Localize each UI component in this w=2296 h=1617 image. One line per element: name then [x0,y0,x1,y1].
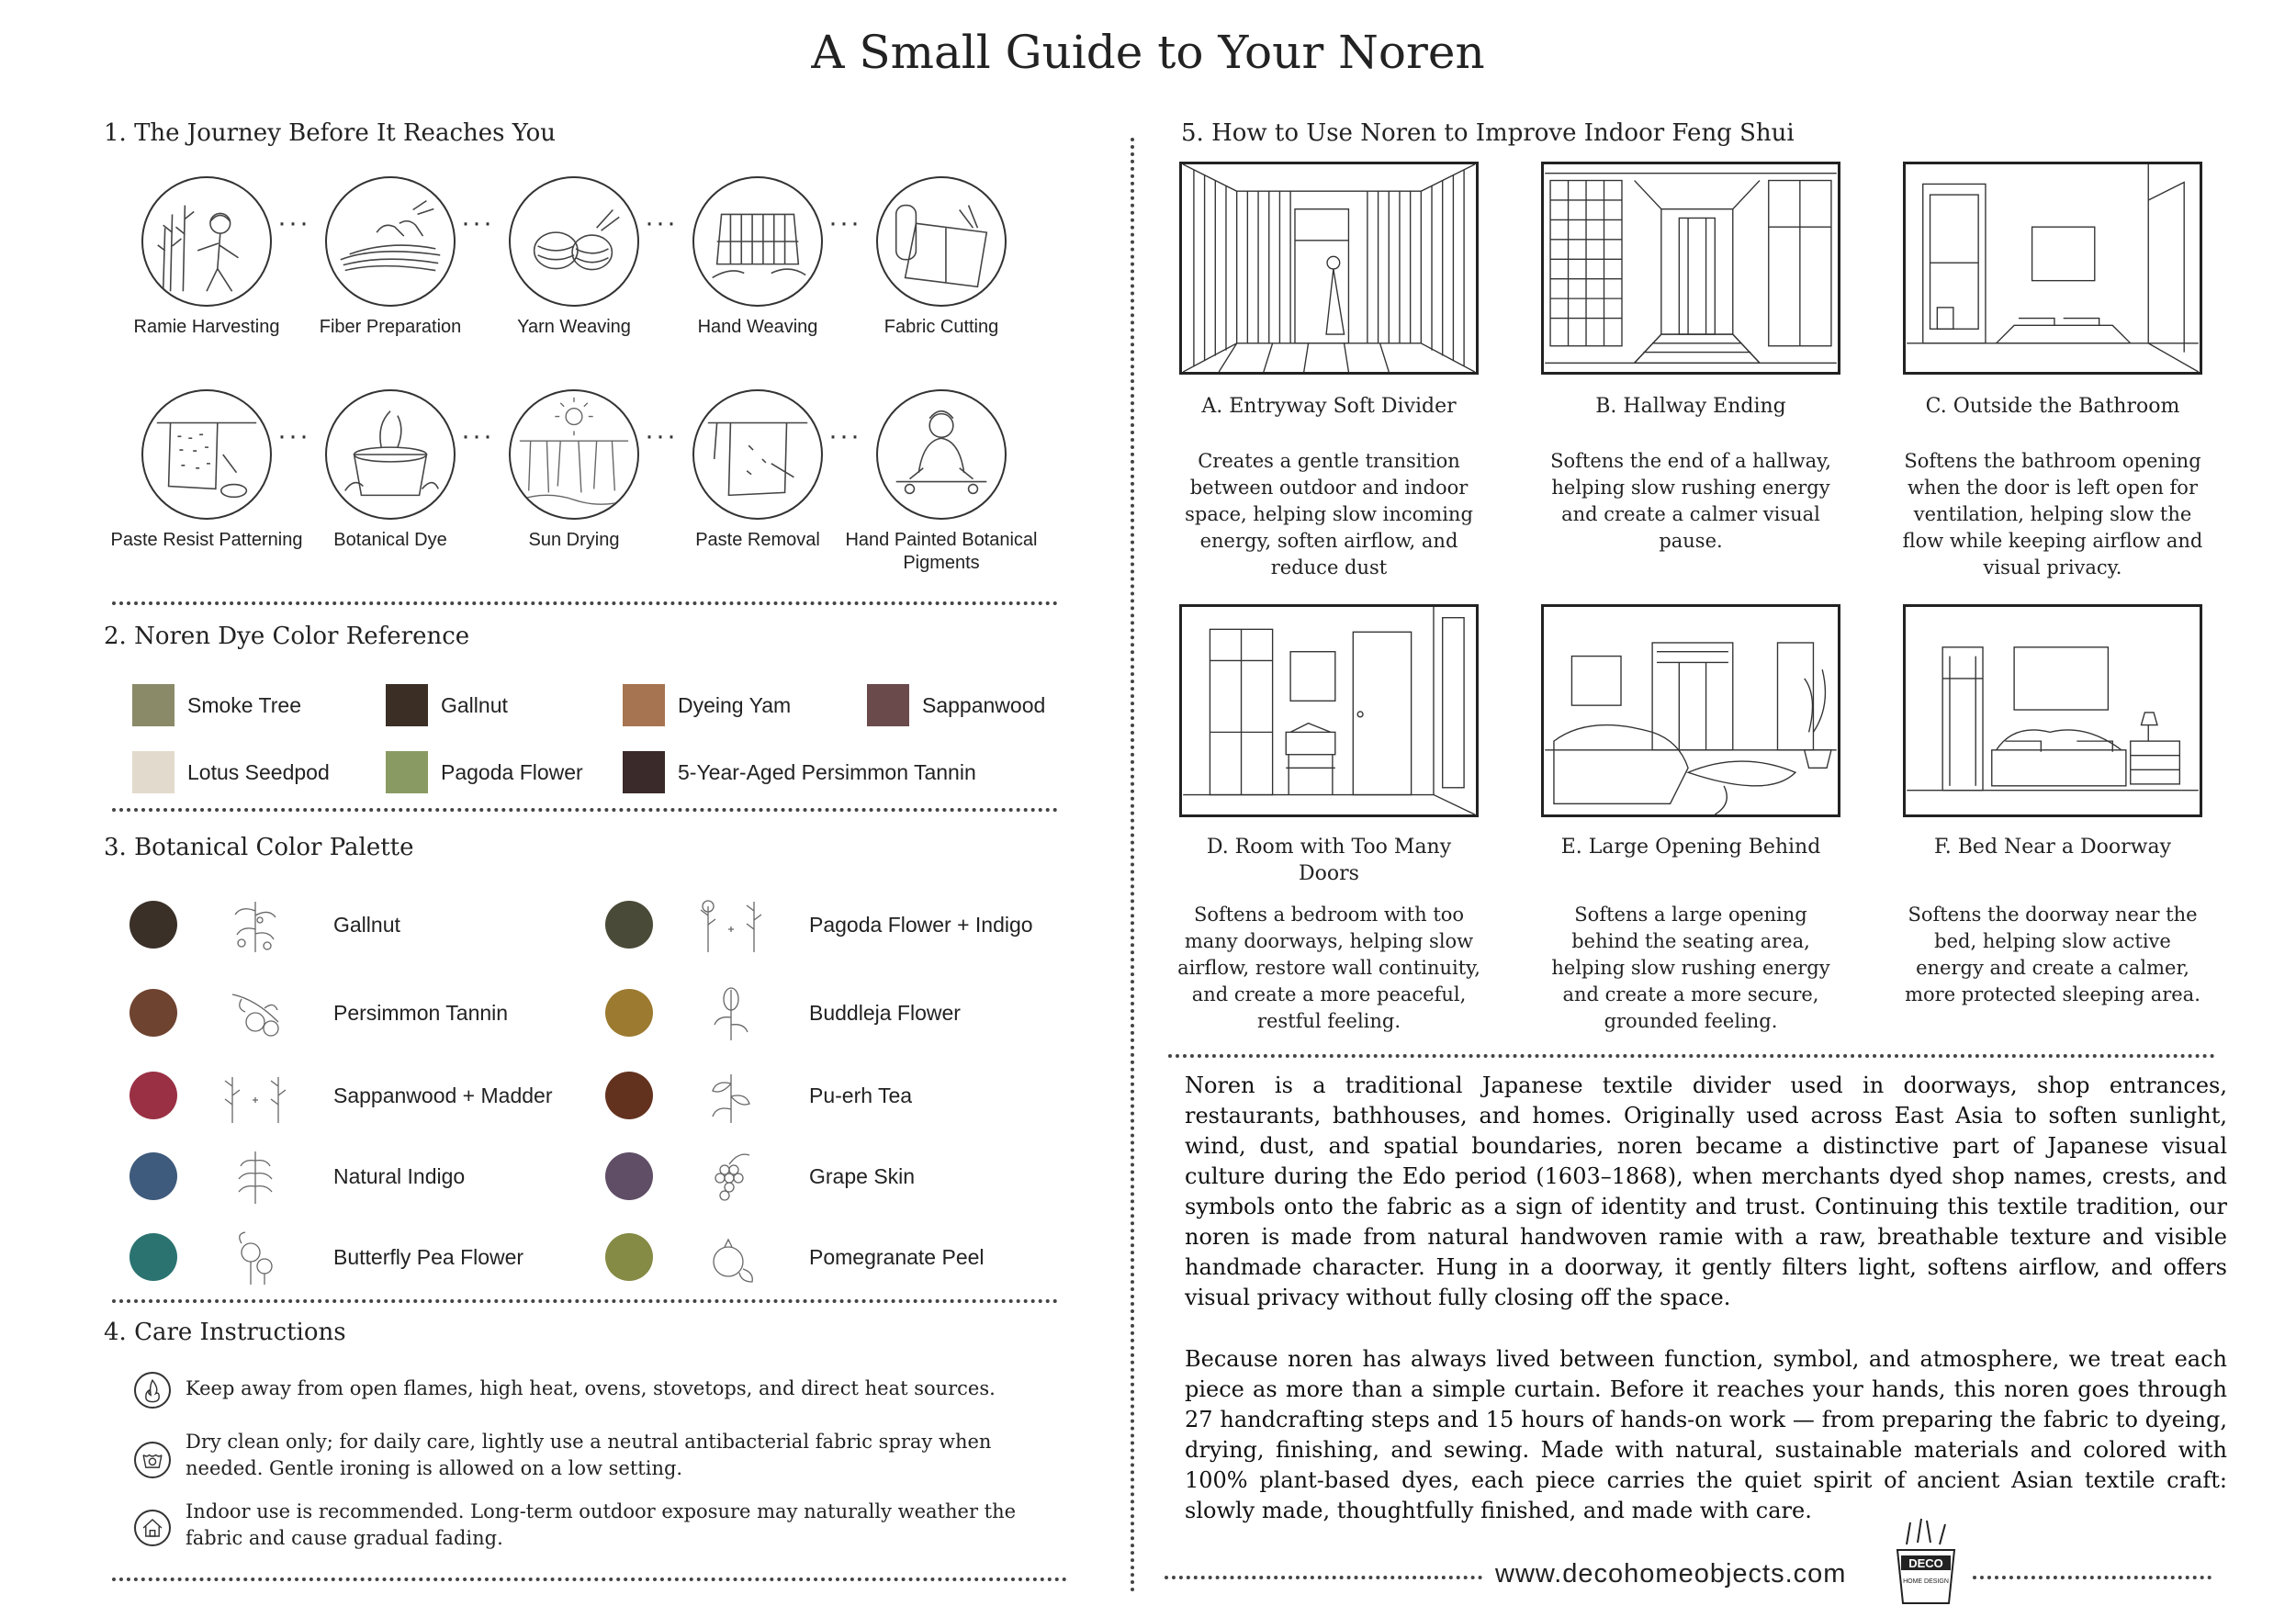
swatch-color [623,751,665,793]
paste-resist-illustration [141,389,272,520]
dye-swatch [386,684,508,726]
buddleja-plant-icon [690,981,772,1045]
botanical-dye-illustration [325,389,456,520]
palette-color-dot [129,1152,177,1200]
section-divider [112,601,1058,605]
panel-description: Softens the doorway near the bed, helping slow active energy and create a calmer, more protected sleeping area. [1905,904,2200,1005]
care-text: Keep away from open flames, high heat, ovens, stovetops, and direct heat sources. [186,1377,996,1399]
connector-dots: ··· [461,421,494,451]
logo-text: DECO [1908,1556,1943,1570]
panel-hallway-illustration [1541,162,1840,375]
palette-label: Butterfly Pea Flower [333,1244,524,1269]
connector-dots: ··· [828,421,861,451]
palette-label: Grape Skin [809,1163,916,1188]
palette-label: Persimmon Tannin [333,1000,509,1025]
indoor-home-icon [134,1510,171,1546]
panel-caption: E. Large Opening Behind [1560,836,1821,859]
palette-label: Natural Indigo [333,1163,466,1188]
about-paragraph-2: Because noren has always lived between function, symbol, and atmosphere, we treat each piece as more than a simple curtain. Before it reaches your hands, this noren goes through 27 handcrafting steps and 15 hours of hands-on work — from preparing the fabric to dyeing, drying, finishing, and sewing. Made with natural, sustainable materials and colored with 100% plant-based dyes, each piece carries the quiet spirit of ancient Asian textile craft: slowly made, thoughtfully finished, and made with care. [1185,1346,2227,1523]
palette-color-dot [605,989,653,1037]
palette-label: Gallnut [333,912,400,937]
palette-item [129,1225,523,1289]
sun-drying-illustration [509,389,639,520]
panel-caption: B. Hallway Ending [1595,395,1786,418]
palette-item [129,981,508,1045]
step-yarn-weaving [498,176,654,378]
connector-dots: ··· [461,208,494,238]
swatch-color [386,684,428,726]
dye-swatch [867,684,1045,726]
palette-label: Pagoda Flower + Indigo [809,912,1033,937]
step-hand-painted-pigments [845,389,1038,591]
step-label: Fabric Cutting [884,317,999,337]
panel-description: Softens the end of a hallway, helping slow rushing energy and create a calmer visual pause. [1550,450,1831,552]
dye-swatch [132,751,330,793]
pomegranate-icon [690,1225,772,1289]
panel-many-doors-illustration [1179,604,1479,817]
logo-subtext: HOME DESIGN [1903,1578,1949,1585]
sappanwood-madder-plant-icon [214,1063,297,1128]
section-5-heading: 5. How to Use Noren to Improve Indoor Feng Shui [1181,119,1795,147]
step-sun-drying [498,389,654,591]
hand-painting-illustration [876,389,1007,520]
panel-caption: A. Entryway Soft Divider [1201,395,1457,418]
step-label: Sun Drying [528,530,620,550]
flame-icon [134,1372,171,1409]
palette-color-dot [605,1233,653,1281]
step-fiber-preparation [314,176,470,378]
step-label: Ramie Harvesting [133,317,280,337]
fabric-cutting-illustration [876,176,1007,307]
footer-divider-left [1165,1576,1482,1579]
swatch-label: Dyeing Yam [678,692,792,717]
connector-dots: ··· [645,208,678,238]
swatch-label: Lotus Seedpod [187,759,330,784]
palette-item [605,1063,912,1128]
palette-item [605,981,961,1045]
section-divider [112,808,1058,812]
fiber-preparation-illustration [325,176,456,307]
step-label: Paste Removal [695,530,820,550]
connector-dots: ··· [277,208,310,238]
dye-swatch [132,684,301,726]
section-divider [1168,1054,2215,1058]
dry-clean-icon [134,1442,171,1478]
indigo-plant-icon [214,1144,297,1208]
palette-item [605,1144,915,1208]
panel-description: Creates a gentle transition between outdoor and indoor space, helping slow incoming energy, soften airflow, and reduce dust [1185,450,1473,578]
swatch-label: 5-Year-Aged Persimmon Tannin [678,759,976,784]
panel-caption: C. Outside the Bathroom [1925,395,2180,418]
panel-description: Softens the bathroom opening when the door is left open for ventilation, helping slow the flow while keeping airflow and visual privacy. [1902,450,2203,578]
step-label: Botanical Dye [333,530,447,550]
swatch-label: Smoke Tree [187,692,301,717]
step-ramie-harvesting [130,176,287,378]
butterfly-pea-plant-icon [214,1225,297,1289]
dye-swatch [623,684,791,726]
panel-bed-doorway-illustration [1903,604,2202,817]
palette-color-dot [605,901,653,949]
website-url[interactable]: www.decohomeobjects.com [1495,1559,1847,1589]
paste-removal-illustration [692,389,823,520]
palette-item [129,1144,465,1208]
page-title: A Small Guide to Your Noren [811,26,1485,79]
section-1-heading: 1. The Journey Before It Reaches You [104,119,557,147]
step-hand-weaving [681,176,838,378]
section-divider [112,1299,1058,1303]
tea-leaf-icon [690,1063,772,1128]
section-3-heading: 3. Botanical Color Palette [104,834,414,861]
panel-description: Softens a large opening behind the seating area, helping slow rushing energy and create a more secure, grounded feeling. [1551,904,1830,1032]
swatch-label: Sappanwood [922,692,1046,717]
yarn-weaving-illustration [509,176,639,307]
swatch-color [386,751,428,793]
footer-divider-right [1973,1576,2212,1579]
palette-color-dot [605,1152,653,1200]
palette-item [129,893,400,957]
palette-color-dot [605,1072,653,1119]
about-paragraph-1: Noren is a traditional Japanese textile divider used in doorways, shop entrances, restaurants, bathhouses, and homes. Originally used across East Asia to soften sunlight, wind, dust, and spatial boundaries, noren became a distinctive part of Japanese visual culture during the Edo period (1603–1868), when merchants dyed shop names, crests, and symbols onto the fabric as a sign of identity and trust. Continuing this textile tradition, our noren is made from natural handwoven ramie with a raw, breathable texture and visible handmade character. Hung in a doorway, it gently filters light, softens airflow, and offers visual privacy without fully closing off the space. [1185,1072,2227,1310]
swatch-color [132,751,174,793]
step-paste-removal [681,389,838,591]
swatch-label: Pagoda Flower [441,759,583,784]
step-label: Hand Painted Botanical Pigments [845,530,1038,573]
step-label: Fiber Preparation [319,317,462,337]
palette-item [129,1063,552,1128]
panel-bathroom-illustration [1903,162,2202,375]
swatch-color [623,684,665,726]
section-4-heading: 4. Care Instructions [104,1319,346,1346]
column-divider [1131,138,1134,1593]
panel-caption: D. Room with Too Many Doors [1206,836,1452,885]
hand-weaving-illustration [692,176,823,307]
palette-color-dot [129,1072,177,1119]
gallnut-plant-icon [214,893,297,957]
grape-icon [690,1144,772,1208]
connector-dots: ··· [828,208,861,238]
panel-caption: F. Bed Near a Doorway [1933,836,2172,859]
ramie-harvesting-illustration [141,176,272,307]
deco-logo [1888,1517,1964,1607]
swatch-color [867,684,909,726]
section-divider [112,1578,1067,1581]
dye-swatch [623,751,976,793]
persimmon-plant-icon [214,981,297,1045]
swatch-label: Gallnut [441,692,508,717]
connector-dots: ··· [645,421,678,451]
dye-swatch [386,751,583,793]
palette-color-dot [129,989,177,1037]
palette-label: Sappanwood + Madder [333,1083,553,1107]
step-label: Paste Resist Patterning [110,530,303,550]
step-botanical-dye [314,389,470,591]
panel-entryway-illustration [1179,162,1479,375]
palette-color-dot [129,901,177,949]
step-paste-resist-patterning [110,389,303,591]
care-text: Dry clean only; for daily care, lightly use a neutral antibacterial fabric spray when needed. Gentle ironing is allowed on a low setting. [186,1431,992,1479]
pagoda-indigo-plant-icon [690,893,772,957]
care-text: Indoor use is recommended. Long-term outdoor exposure may naturally weather the fabric and cause gradual fading. [186,1500,1017,1549]
palette-label: Pu-erh Tea [809,1083,913,1107]
palette-item [605,893,1033,957]
panel-description: Softens a bedroom with too many doorways, helping slow airflow, restore wall continuity, and create a more peaceful, restful feeling. [1177,904,1480,1032]
swatch-color [132,684,174,726]
panel-large-opening-illustration [1541,604,1840,817]
connector-dots: ··· [277,421,310,451]
step-fabric-cutting [865,176,1021,378]
palette-color-dot [129,1233,177,1281]
palette-item [605,1225,985,1289]
step-label: Yarn Weaving [517,317,631,337]
section-2-heading: 2. Noren Dye Color Reference [104,623,470,650]
palette-label: Buddleja Flower [809,1000,961,1025]
step-label: Hand Weaving [697,317,818,337]
palette-label: Pomegranate Peel [809,1244,985,1269]
